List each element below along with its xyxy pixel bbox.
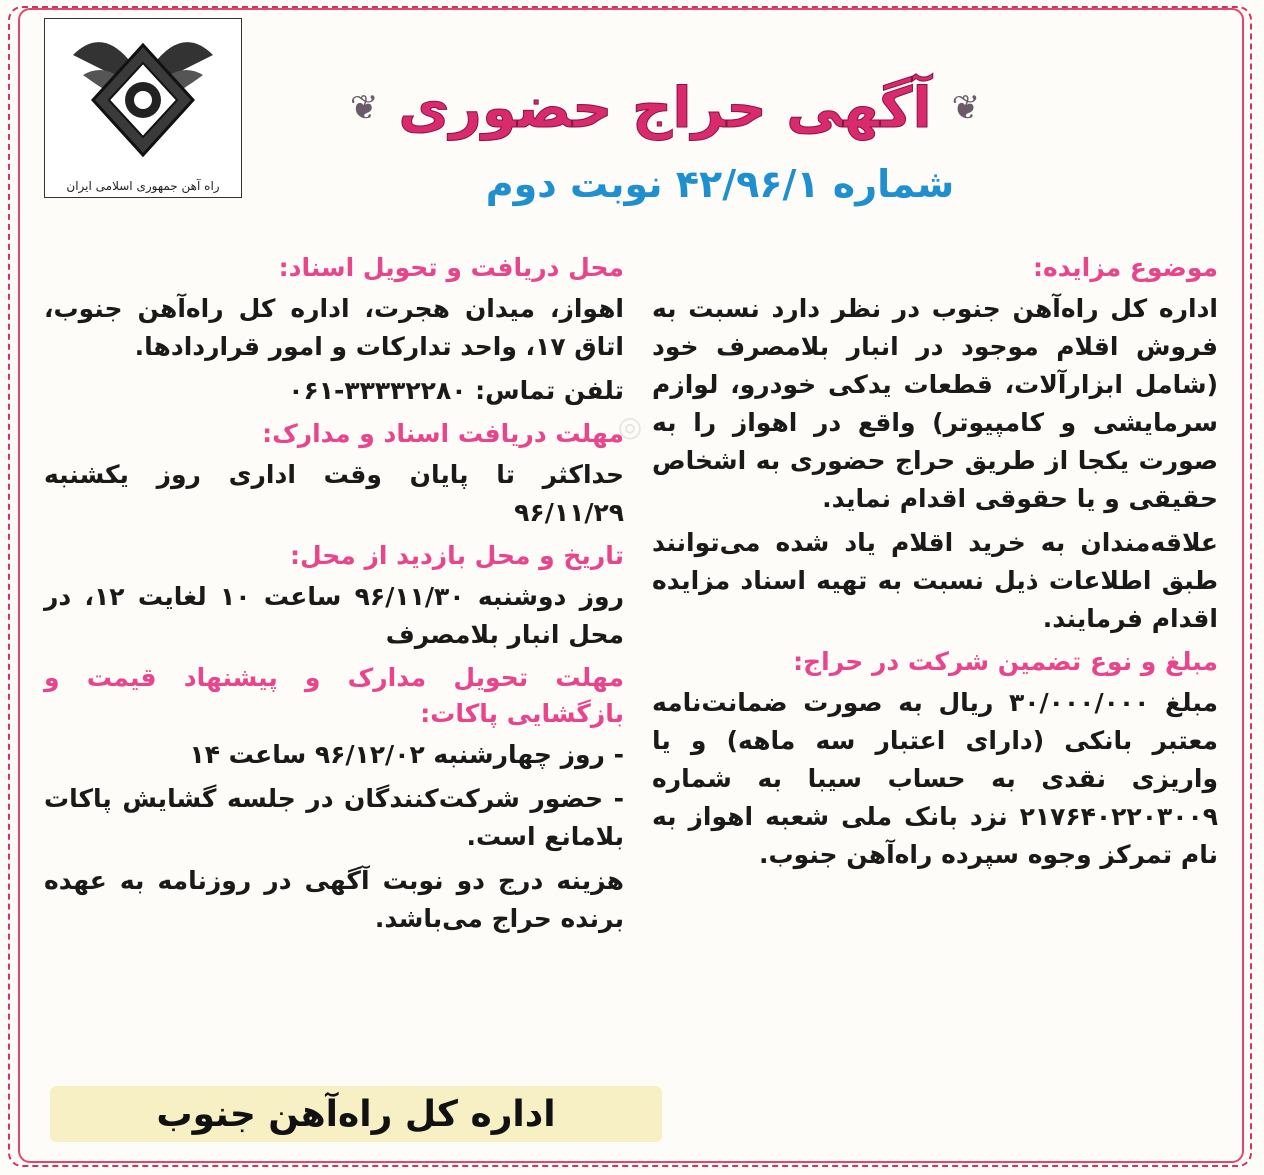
ornament-right-icon: ❦ — [951, 88, 981, 128]
docs-place-text: اهواز، میدان هجرت، اداره کل راه‌آهن جنوب، اتاق ۱۷، واحد تدارکات و امور قراردادها. — [44, 294, 624, 361]
title-row — [280, 58, 1050, 158]
submission-heading: مهلت تحویل مدارک و پیشنهاد قیمت و بازگشایی پاکات: — [44, 663, 624, 728]
cost-text: هزینه درج دو نوبت آگهی در روزنامه به عهده برنده حراج می‌باشد. — [44, 866, 624, 933]
logo-caption: راه آهن جمهوری اسلامی ایران — [66, 179, 220, 193]
submission-text-2: - حضور شرکت‌کنندگان در جلسه گشایش پاکات بلامانع است. — [44, 784, 624, 851]
submission-text-1: - روز چهارشنبه ۹۶/۱۲/۰۲ ساعت ۱۴ — [189, 740, 624, 769]
docs-deadline-heading: مهلت دریافت اسناد و مدارک: — [262, 419, 624, 448]
guarantee-text: مبلغ ۳۰/۰۰۰/۰۰۰ ریال به صورت ضمانت‌نامه معتبر بانکی (دارای اعتبار سه ماهه) و یا واریزی نقدی به حساب سیبا به شماره ۲۱۷۶۴۰۲۲۰۳۰۰۹ نزد بانک ملی شعبه اهواز به نام تمرکز وجوه سپرده راه‌آهن جنوب. — [652, 688, 1218, 869]
subject-text: اداره کل راه‌آهن جنوب در نظر دارد نسبت به فروش اقلام موجود در انبار بلامصرف خود (شامل ابزارآلات، قطعات یدکی خودرو، لوازم سرمایشی و کامپیوتر) واقع در اهواز را به صورت یکجا از طریق حراج حضوری به اشخاص حقیقی و یا حقوقی اقدام نماید. — [652, 294, 1218, 513]
ad-number: شماره ۴۲/۹۶/۱ نوبت دوم — [485, 162, 955, 206]
right-column — [652, 250, 1218, 880]
guarantee-heading: مبلغ و نوع تضمین شرکت در حراج: — [793, 647, 1218, 676]
footer-signature-band — [50, 1086, 662, 1142]
ad-title: آگهی حراج حضوری — [398, 75, 932, 141]
winged-emblem-icon — [63, 25, 223, 165]
phone-text: تلفن تماس: ۳۳۳۳۲۲۸۰-۰۶۱ — [288, 376, 624, 405]
visit-text: روز دوشنبه ۹۶/۱۱/۳۰ ساعت ۱۰ لغایت ۱۲، در محل انبار بلامصرف — [44, 582, 624, 649]
visit-heading: تاریخ و محل بازدید از محل: — [289, 541, 624, 570]
left-column — [44, 250, 624, 944]
interested-text: علاقه‌مندان به خرید اقلام یاد شده می‌توانند طبق اطلاعات ذیل نسبت به تهیه اسناد مزایده اقدام فرمایند. — [652, 528, 1218, 633]
ornament-left-icon: ❦ — [349, 88, 379, 128]
railway-logo — [44, 18, 242, 198]
subject-heading: موضوع مزایده: — [1033, 253, 1218, 282]
footer-signature: اداره کل راه‌آهن جنوب — [156, 1093, 556, 1135]
docs-place-heading: محل دریافت و تحویل اسناد: — [278, 253, 624, 282]
docs-deadline-text: حداکثر تا پایان وقت اداری روز یکشنبه ۹۶/۱۱/۲۹ — [44, 460, 624, 527]
